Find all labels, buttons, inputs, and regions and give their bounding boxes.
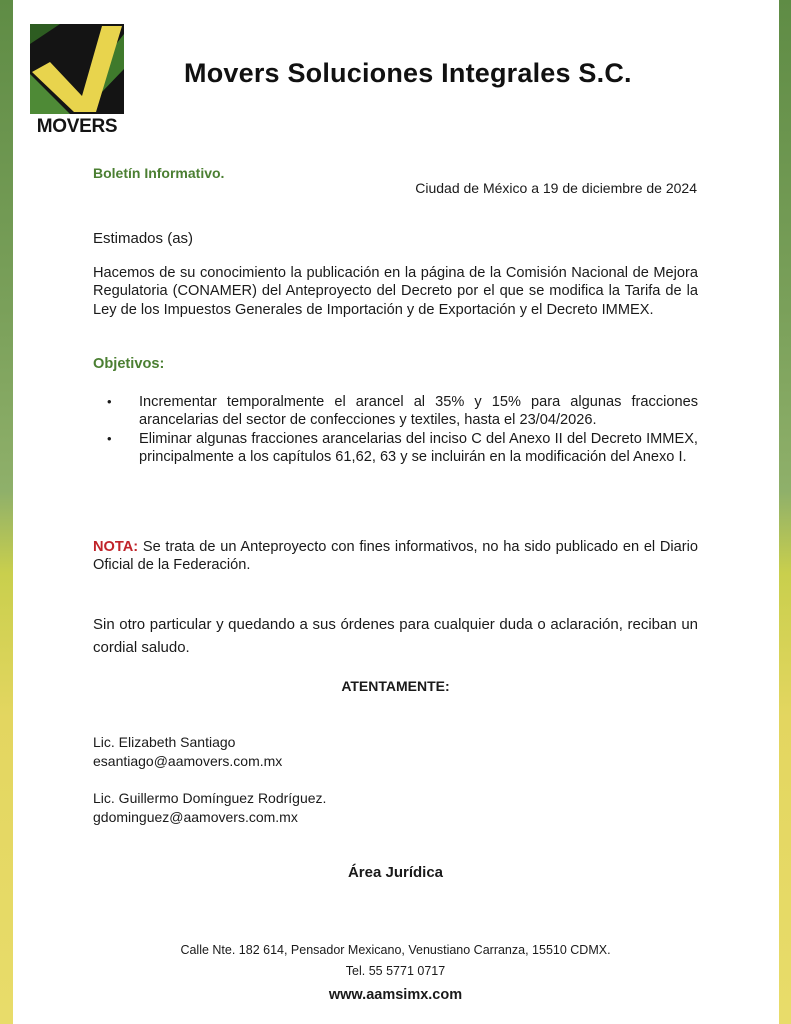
objectives-heading: Objetivos: [93, 356, 165, 372]
bullet-icon: • [107, 430, 112, 446]
bullet-icon: • [107, 394, 112, 409]
signatory-name: Lic. Elizabeth Santiago [93, 734, 236, 750]
note-text: Se trata de un Anteproyecto con fines informativos, no ha sido publicado en el Diario Oficial de la Federación. [93, 539, 698, 574]
logo-mark [30, 24, 124, 114]
company-name: Movers Soluciones Integrales S.C. [184, 58, 632, 88]
objective-text: Incrementar temporalmente el arancel al 35% y 15% para algunas fracciones arancelarias del sector de confecciones y textiles, hasta el 23/04/2026. [139, 394, 698, 429]
footer-website-link[interactable]: www.aamsimx.com [328, 987, 463, 1003]
department-title: Área Jurídica [347, 864, 444, 881]
objectives-list [93, 393, 698, 466]
logo-wordmark: MOVERS [36, 116, 118, 137]
signatory-name: Lic. Guillermo Domínguez Rodríguez. [93, 790, 327, 806]
list-item [93, 430, 698, 467]
signatory-block [93, 789, 326, 826]
logo-v-icon [30, 24, 124, 114]
bulletin-label: Boletín Informativo. [93, 165, 225, 181]
objective-text: Eliminar algunas fracciones arancelarias del inciso C del Anexo II del Decreto IMMEX, principalmente a los capítulos 61,62, 63 y se incluirán en la modificación del Anexo I. [139, 430, 698, 465]
dateline: Ciudad de México a 19 de diciembre de 2024 [415, 180, 697, 196]
signatory-email[interactable]: esantiago@aamovers.com.mx [93, 752, 283, 769]
greeting: Estimados (as) [93, 230, 194, 247]
list-item [93, 393, 698, 430]
sign-off: ATENTAMENTE: [341, 678, 450, 694]
note-label: NOTA: [93, 539, 139, 555]
signatory-email[interactable]: gdominguez@aamovers.com.mx [93, 808, 298, 825]
movers-logo [30, 24, 124, 137]
footer-phone: Tel. 55 5771 0717 [345, 964, 446, 978]
footer-address: Calle Nte. 182 614, Pensador Mexicano, Venustiano Carranza, 15510 CDMX. [180, 943, 611, 957]
signatory-block [93, 733, 282, 770]
note-paragraph [93, 538, 698, 575]
closing-paragraph: Sin otro particular y quedando a sus órdenes para cualquier duda o aclaración, reciban un cordial saludo. [93, 616, 698, 656]
intro-paragraph: Hacemos de su conocimiento la publicación en la página de la Comisión Nacional de Mejora Regulatoria (CONAMER) del Anteproyecto del Decreto por el que se modifica la Tarifa de la Ley de los Impuestos Generales de Importación y de Exportación y el Decreto IMMEX. [93, 265, 698, 318]
